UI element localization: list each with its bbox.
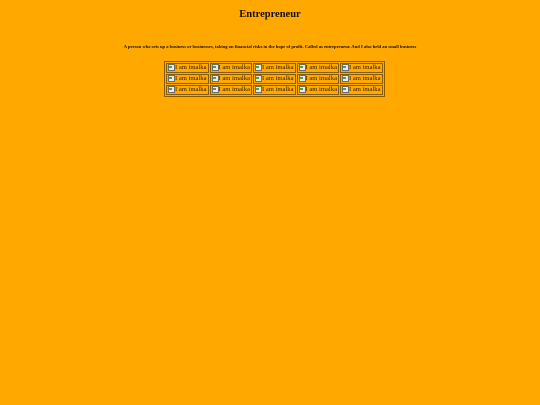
gallery-cell [297, 85, 340, 95]
gallery-cell [253, 74, 296, 84]
image-alt-text: I am imalka [305, 86, 337, 93]
image-alt-text: I am imalka [175, 75, 207, 82]
broken-image-icon [212, 86, 218, 92]
broken-image-icon [342, 86, 348, 92]
gallery-cell [340, 74, 383, 84]
gallery-cell [297, 63, 340, 73]
gallery-cell [253, 63, 296, 73]
broken-image-icon [255, 75, 261, 81]
broken-image-icon [342, 64, 348, 70]
page-description: A person who sets up a business or businesses, taking on financial risks in the hope of profit. Called as entrepreneur. And I also held an small business [123, 44, 417, 49]
image-alt-text: I am imalka [262, 75, 294, 82]
broken-image-icon [299, 75, 305, 81]
image-alt-text: I am imalka [218, 75, 250, 82]
gallery-cell [166, 74, 209, 84]
image-alt-text: I am imalka [349, 64, 381, 71]
gallery-cell [210, 85, 253, 95]
image-alt-text: I am imalka [305, 64, 337, 71]
broken-image-icon [299, 86, 305, 92]
image-alt-text: I am imalka [262, 64, 294, 71]
broken-image-icon [168, 75, 174, 81]
image-gallery [164, 61, 385, 97]
broken-image-icon [299, 64, 305, 70]
image-alt-text: I am imalka [218, 64, 250, 71]
gallery-cell [253, 85, 296, 95]
image-alt-text: I am imalka [305, 75, 337, 82]
gallery-cell [340, 85, 383, 95]
broken-image-icon [255, 64, 261, 70]
gallery-cell [297, 74, 340, 84]
gallery-cell [210, 63, 253, 73]
image-alt-text: I am imalka [349, 86, 381, 93]
gallery-cell [166, 85, 209, 95]
gallery-cell [166, 63, 209, 73]
broken-image-icon [212, 64, 218, 70]
image-alt-text: I am imalka [349, 75, 381, 82]
broken-image-icon [212, 75, 218, 81]
broken-image-icon [168, 86, 174, 92]
gallery-row [166, 63, 383, 73]
broken-image-icon [168, 64, 174, 70]
image-alt-text: I am imalka [218, 86, 250, 93]
image-alt-text: I am imalka [175, 86, 207, 93]
gallery-row [166, 74, 383, 84]
broken-image-icon [342, 75, 348, 81]
page-title: Entrepreneur [239, 9, 301, 20]
gallery-cell [210, 74, 253, 84]
gallery-row [166, 85, 383, 95]
image-alt-text: I am imalka [262, 86, 294, 93]
broken-image-icon [255, 86, 261, 92]
gallery-cell [340, 63, 383, 73]
image-alt-text: I am imalka [175, 64, 207, 71]
